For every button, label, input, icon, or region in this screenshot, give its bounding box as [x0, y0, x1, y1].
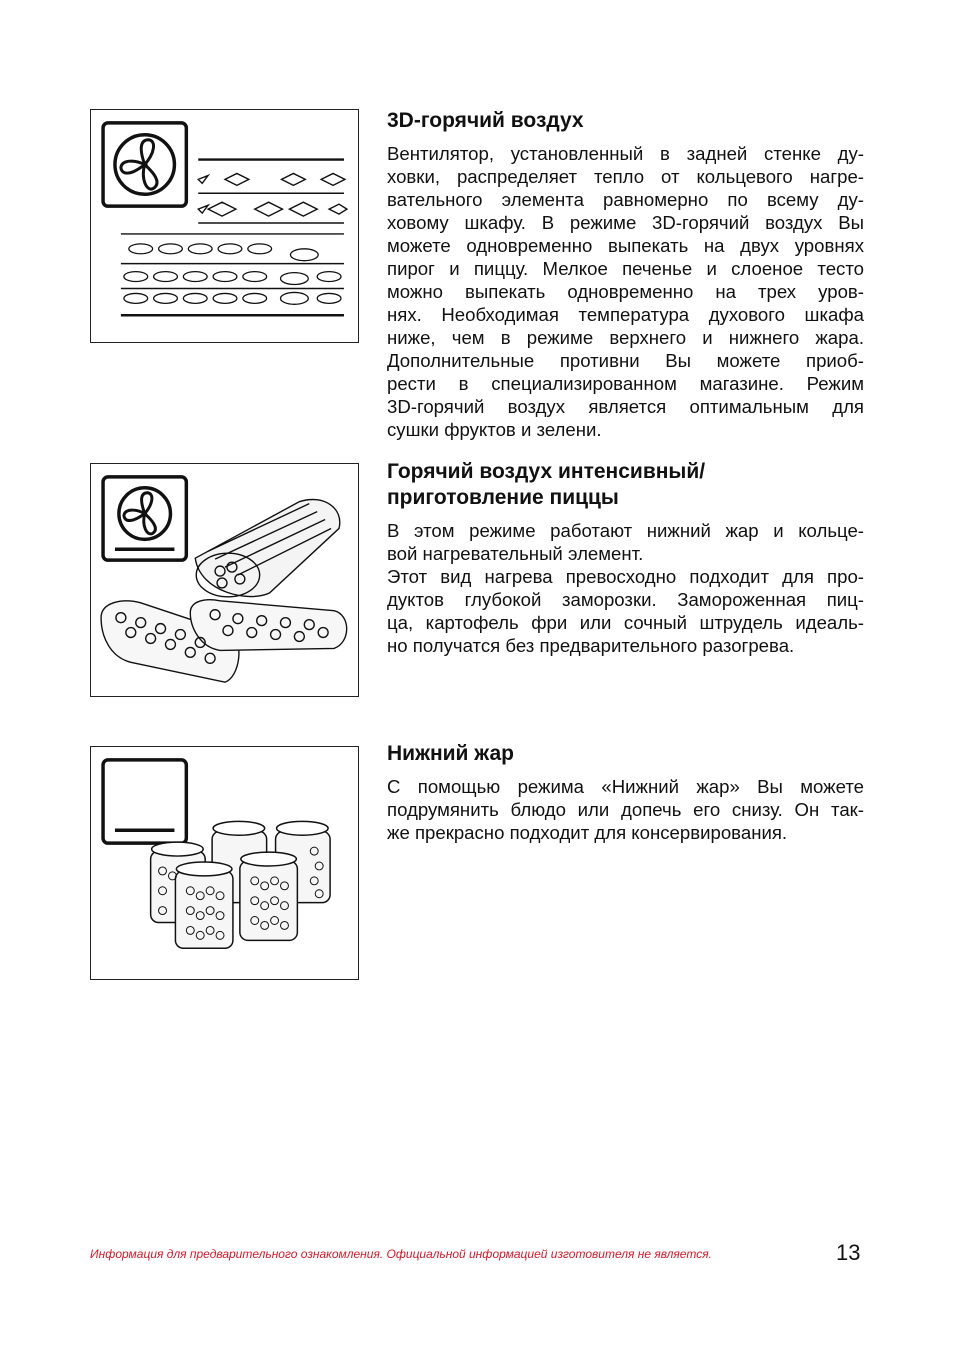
lower-trays-croissants [121, 234, 344, 315]
pizza-strudel-illustration [91, 464, 358, 696]
section-title: Нижний жар [387, 742, 514, 765]
pizza-baguettes [101, 600, 347, 682]
body-line: пирог и пиццу. Мелкое печенье и слоеное тесто [387, 258, 864, 279]
body-line: Этот вид нагрева превосходно подходит для про- [387, 566, 864, 587]
bottom-heat-icon [103, 760, 186, 843]
fan-icon [103, 477, 186, 560]
body-line: вой нагревательный элемент. [387, 543, 644, 564]
figure-bottom-heat [90, 746, 359, 980]
section-intensive-hot-air [387, 459, 864, 657]
fan-icon [103, 123, 186, 206]
body-line: но получатся без предварительного разогрева. [387, 635, 795, 656]
body-line: ца, картофель фри или сочный штрудель идеаль- [387, 612, 864, 633]
figure-3d-hot-air [90, 109, 359, 343]
body-line: рести в специализированном магазине. Режим [387, 373, 864, 394]
body-line: ховому шкафу. В режиме 3D-горячий воздух Вы [387, 212, 864, 233]
figure-intensive-hot-air [90, 463, 359, 697]
body-line: Вентилятор, установленный в задней стенке ду- [387, 143, 864, 164]
body-line: Дополнительные противни Вы можете приоб- [387, 350, 864, 371]
footer-disclaimer: Информация для предварительного ознакомления. Официальной информацией изготовителя не является. [90, 1247, 712, 1261]
body-line: сушки фруктов и зелени. [387, 419, 602, 440]
body-line: С помощью режима «Нижний жар» Вы можете [387, 776, 864, 797]
body-line: можно выпекать одновременно на трех уров- [387, 281, 864, 302]
baking-trays-illustration [91, 110, 358, 342]
section-title-line: приготовление пиццы [387, 486, 619, 509]
page-number: 13 [836, 1240, 861, 1265]
body-line: же прекрасно подходит для консервирования. [387, 822, 788, 843]
strudel [195, 500, 340, 597]
body-line: можете одновременно выпекать на двух уровнях [387, 235, 864, 256]
body-line: ховки, распределяет тепло от кольцевого нагре- [387, 166, 864, 187]
body-line: В этом режиме работают нижний жар и кольце- [387, 520, 864, 541]
body-line: подрумянить блюдо или допечь его снизу. Он так- [387, 799, 864, 820]
section-3d-hot-air [387, 108, 864, 441]
body-line: дуктов глубокой заморозки. Замороженная пиц- [387, 589, 864, 610]
body-line: вательного элемента равномерно по всему ду- [387, 189, 864, 210]
body-line: 3D-горячий воздух является оптимальным для [387, 396, 864, 417]
jars [151, 821, 330, 948]
section-title-line: Горячий воздух интенсивный/ [387, 460, 706, 483]
preserving-jars-illustration [91, 747, 358, 979]
section-title: 3D-горячий воздух [387, 109, 584, 132]
upper-tray-cookies [198, 160, 347, 223]
body-line: нях. Необходимая температура духового шкафа [387, 304, 864, 325]
body-line: ниже, чем в режиме верхнего и нижнего жара. [387, 327, 864, 348]
section-bottom-heat [387, 741, 864, 844]
section-title [387, 459, 864, 511]
